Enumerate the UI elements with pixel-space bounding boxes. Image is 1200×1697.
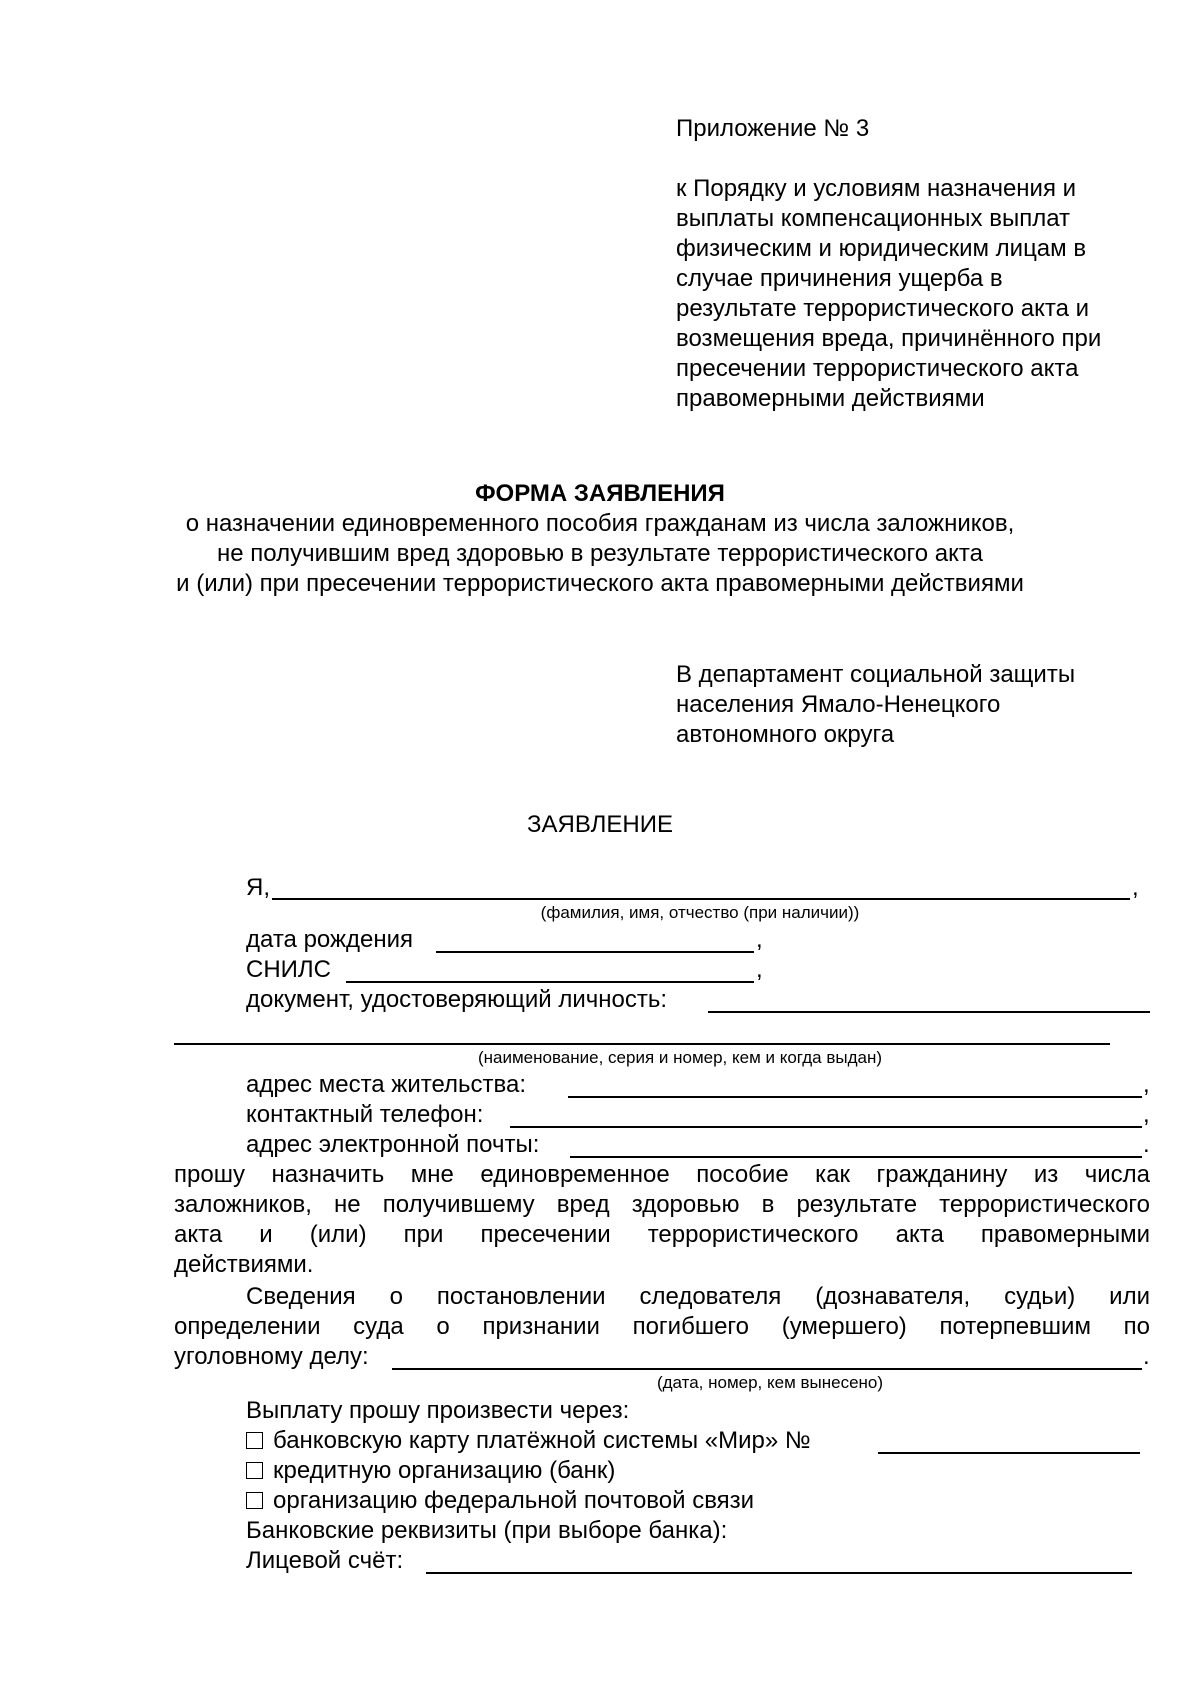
phone-label: контактный телефон: — [246, 1101, 484, 1128]
request-text-line: действиями. — [174, 1251, 314, 1278]
request-text-line: акта и (или) при пресечении террористического акта правомерными — [174, 1221, 1150, 1248]
payment-option-label: организацию федеральной почтовой связи — [273, 1487, 755, 1514]
info-text-line: определении суда о признании погибшего (умершего) потерпевшим по — [174, 1313, 1150, 1340]
id-document-field-first-line[interactable] — [708, 1011, 1150, 1013]
recipient-line: населения Ямало-Ненецкого — [676, 691, 1001, 718]
payment-label: Выплату прошу произвести через: — [246, 1397, 630, 1424]
account-field[interactable] — [426, 1572, 1132, 1574]
request-text-line: прошу назначить мне единовременное пособие как гражданину из числа — [174, 1161, 1150, 1188]
appendix-line: случае причинения ущерба в — [676, 265, 1003, 292]
email-field[interactable] — [570, 1156, 1142, 1158]
id-document-hint: (наименование, серия и номер, кем и когда выдан) — [477, 1048, 882, 1067]
address-field[interactable] — [568, 1096, 1142, 1098]
criminal-case-period: . — [1143, 1343, 1150, 1370]
appendix-number: Приложение № 3 — [676, 115, 870, 142]
recipient-line: В департамент социальной защиты — [676, 661, 1076, 688]
email-period: . — [1143, 1131, 1150, 1158]
criminal-case-label: уголовному делу: — [174, 1343, 369, 1370]
form-subtitle-line: не получившим вред здоровью в результате террористического акта — [217, 540, 983, 567]
form-subtitle-line: и (или) при пресечении террористического акта правомерными действиями — [176, 570, 1024, 597]
fio-field[interactable] — [272, 898, 1130, 900]
birth-date-label: дата рождения — [246, 926, 414, 953]
snils-comma: , — [756, 956, 763, 983]
payment-option-label: кредитную организацию (банк) — [273, 1457, 616, 1484]
payment-option-bank[interactable] — [246, 1456, 615, 1486]
phone-comma: , — [1143, 1101, 1150, 1128]
fio-comma: , — [1132, 874, 1139, 901]
appendix-line: правомерными действиями — [676, 385, 985, 412]
form-subtitle-line: о назначении единовременного пособия гражданам из числа заложников, — [185, 510, 1015, 537]
id-document-label: документ, удостоверяющий личность: — [246, 986, 668, 1013]
criminal-case-field[interactable] — [392, 1368, 1142, 1370]
payment-option-post[interactable] — [246, 1486, 754, 1516]
info-text-line: Сведения о постановлении следователя (дознавателя, судьи) или — [246, 1283, 1150, 1310]
recipient-block — [676, 660, 1176, 750]
request-text-line: заложников, не получившему вред здоровью в результате террористического — [174, 1191, 1150, 1218]
bank-details-label: Банковские реквизиты (при выборе банка): — [246, 1517, 728, 1544]
appendix-line: физическим и юридическим лицам в — [676, 235, 1087, 262]
address-label: адрес места жительства: — [246, 1071, 527, 1098]
checkbox-post[interactable] — [246, 1492, 263, 1509]
phone-field[interactable] — [510, 1126, 1142, 1128]
checkbox-bank[interactable] — [246, 1462, 263, 1479]
decision-hint: (дата, номер, кем вынесено) — [656, 1373, 884, 1392]
payment-option-label: банковскую карту платёжной системы «Мир» № — [273, 1427, 811, 1454]
card-number-field[interactable] — [878, 1452, 1140, 1454]
snils-field[interactable] — [346, 981, 754, 983]
appendix-line: пресечении террористического акта — [676, 355, 1079, 382]
i-label: Я, — [246, 874, 270, 901]
appendix-text — [676, 174, 1176, 414]
id-document-field-second-line[interactable] — [174, 1043, 1110, 1045]
appendix-line: результате террористического акта и — [676, 295, 1090, 322]
account-label: Лицевой счёт: — [246, 1547, 404, 1574]
birth-date-comma: , — [756, 926, 763, 953]
birth-date-field[interactable] — [436, 951, 754, 953]
checkbox-card[interactable] — [246, 1432, 263, 1449]
statement-heading: ЗАЯВЛЕНИЕ — [527, 811, 673, 838]
snils-label: СНИЛС — [246, 956, 331, 983]
address-comma: , — [1143, 1071, 1150, 1098]
fio-hint: (фамилия, имя, отчество (при наличии)) — [540, 903, 860, 922]
recipient-line: автономного округа — [676, 721, 895, 748]
email-label: адрес электронной почты: — [246, 1131, 540, 1158]
appendix-line: возмещения вреда, причинённого при — [676, 325, 1102, 352]
appendix-block — [676, 114, 1176, 414]
form-title: ФОРМА ЗАЯВЛЕНИЯ — [475, 480, 725, 507]
payment-option-card[interactable] — [246, 1426, 811, 1456]
appendix-line: к Порядку и условиям назначения и — [676, 175, 1077, 202]
appendix-line: выплаты компенсационных выплат — [676, 205, 1071, 232]
